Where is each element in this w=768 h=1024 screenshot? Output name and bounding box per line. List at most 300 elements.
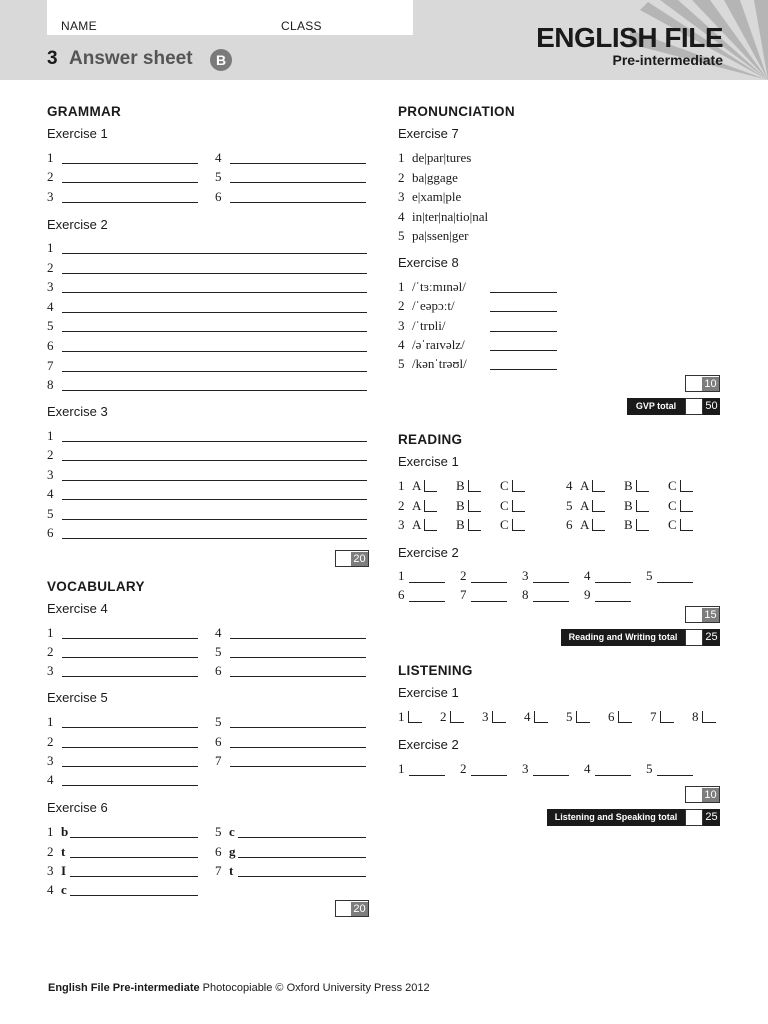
item-number: 2 <box>460 568 467 583</box>
answer-line[interactable] <box>62 253 367 254</box>
answer-row <box>47 712 61 731</box>
item-number: 1 <box>398 478 405 493</box>
listening-heading: LISTENING <box>398 663 473 678</box>
answer-row <box>215 751 229 770</box>
item-number: 3 <box>398 189 405 204</box>
item-number: 1 <box>47 428 54 443</box>
answer-row <box>215 642 229 661</box>
name-class-box[interactable] <box>47 0 413 35</box>
checkbox[interactable] <box>636 500 649 512</box>
answer-line[interactable] <box>62 676 198 677</box>
reading-writing-total-value: 25 <box>703 629 720 646</box>
checkbox[interactable] <box>512 500 525 512</box>
answer-row <box>215 822 235 841</box>
phonetic-transcription: /əˈraɪvəlz/ <box>412 336 465 352</box>
item-number: 3 <box>47 753 54 768</box>
answer-line[interactable] <box>471 570 507 583</box>
item-number: 1 <box>398 150 405 165</box>
answer-line[interactable] <box>62 202 198 203</box>
item-number: 6 <box>608 709 615 724</box>
checkbox[interactable] <box>680 480 693 492</box>
answer-option <box>500 515 530 534</box>
checkbox[interactable] <box>450 711 464 723</box>
answer-line[interactable] <box>62 390 367 391</box>
answer-line[interactable] <box>62 480 367 481</box>
reading-writing-total-input[interactable] <box>685 629 703 646</box>
answer-row <box>47 504 61 523</box>
checkbox[interactable] <box>424 519 437 531</box>
pronunciation-word-row <box>398 226 468 245</box>
grammar-heading: GRAMMAR <box>47 104 122 119</box>
answer-line[interactable] <box>533 570 569 583</box>
short-answer-item <box>584 585 631 604</box>
answer-line[interactable] <box>657 763 693 776</box>
gvp-total-input[interactable] <box>685 398 703 415</box>
answer-line[interactable] <box>70 895 198 896</box>
phonetic-transcription: /ˈeəpɔːt/ <box>412 298 455 314</box>
answer-line[interactable] <box>238 876 366 877</box>
item-letter-hint: t <box>229 863 234 878</box>
answer-row <box>47 297 61 316</box>
listening-speaking-total-label: Listening and Speaking total <box>547 809 685 826</box>
checkbox[interactable] <box>492 711 506 723</box>
item-number: 2 <box>47 844 54 859</box>
answer-row <box>47 861 66 880</box>
pronunciation-score-value: 10 <box>702 377 719 391</box>
class-label: CLASS <box>281 19 322 33</box>
item-number: 2 <box>460 761 467 776</box>
option-letter: C <box>668 498 677 513</box>
answer-line[interactable] <box>409 589 445 602</box>
item-number: 5 <box>646 761 653 776</box>
item-letter-hint: t <box>61 844 66 859</box>
answer-line[interactable] <box>490 369 557 370</box>
listening-exercise-1-label: Exercise 1 <box>398 685 459 700</box>
footer-brand: English File Pre-intermediate <box>48 982 200 994</box>
item-number: 8 <box>522 587 529 602</box>
pronunciation-score-box[interactable] <box>685 375 720 392</box>
item-number: 2 <box>47 734 54 749</box>
answer-line[interactable] <box>490 331 557 332</box>
item-number: 1 <box>47 240 54 255</box>
item-number: 3 <box>47 863 54 878</box>
answer-row <box>47 623 61 642</box>
listening-speaking-total-value: 25 <box>703 809 720 826</box>
reading-question-row <box>398 515 530 534</box>
answer-row <box>47 445 61 464</box>
checkbox[interactable] <box>592 500 605 512</box>
item-number: 5 <box>215 714 222 729</box>
answer-line[interactable] <box>62 538 367 539</box>
answer-line[interactable] <box>62 163 198 164</box>
listening-item <box>524 707 548 726</box>
option-letter: C <box>668 478 677 493</box>
answer-line[interactable] <box>62 371 367 372</box>
item-number: 5 <box>398 228 405 243</box>
item-number: 1 <box>398 709 405 724</box>
answer-row <box>215 842 236 861</box>
short-answer-item <box>522 585 569 604</box>
listening-score-value: 10 <box>702 788 719 802</box>
answer-option <box>500 476 530 495</box>
answer-row <box>47 167 61 186</box>
answer-line[interactable] <box>230 182 366 183</box>
answer-option <box>412 496 456 515</box>
item-number: 2 <box>47 259 54 275</box>
item-letter-hint: g <box>229 844 236 859</box>
item-number: 6 <box>215 663 222 678</box>
item-number: 2 <box>398 298 405 314</box>
answer-line[interactable] <box>533 763 569 776</box>
vocabulary-score-box[interactable] <box>335 900 369 917</box>
listening-speaking-total-input[interactable] <box>685 809 703 826</box>
item-number: 7 <box>460 587 467 602</box>
answer-line[interactable] <box>595 570 631 583</box>
reading-score-box[interactable] <box>685 606 720 623</box>
item-number: 2 <box>47 447 54 463</box>
answer-row <box>47 642 61 661</box>
answer-line[interactable] <box>70 857 198 858</box>
syllable-word[interactable]: e|xam|ple <box>412 189 462 204</box>
item-number: 5 <box>215 644 222 659</box>
checkbox[interactable] <box>592 519 605 531</box>
checkbox[interactable] <box>660 711 674 723</box>
grammar-score-value: 20 <box>351 552 368 566</box>
brand-title: ENGLISH FILE <box>536 22 723 53</box>
answer-line[interactable] <box>490 292 557 293</box>
vocabulary-heading: VOCABULARY <box>47 579 145 594</box>
short-answer-item <box>646 759 693 778</box>
answer-line[interactable] <box>230 747 366 748</box>
item-number: 5 <box>566 498 573 513</box>
answer-line[interactable] <box>62 273 367 274</box>
pronunciation-exercise-7-label: Exercise 7 <box>398 126 459 141</box>
syllable-word[interactable]: de|par|tures <box>412 150 472 165</box>
answer-line[interactable] <box>230 727 366 728</box>
short-answer-item <box>460 759 507 778</box>
unit-number: 3 <box>47 48 58 69</box>
answer-line[interactable] <box>490 311 557 312</box>
grammar-exercise-2-label: Exercise 2 <box>47 217 108 232</box>
item-number: 4 <box>524 709 531 724</box>
item-number: 3 <box>398 317 405 333</box>
item-number: 3 <box>522 568 529 583</box>
pronunciation-exercise-8-label: Exercise 8 <box>398 255 459 270</box>
phonetic-row <box>398 316 446 335</box>
checkbox[interactable] <box>468 519 481 531</box>
option-letter: A <box>580 498 590 513</box>
answer-line[interactable] <box>62 292 367 293</box>
answer-row <box>215 661 229 680</box>
listening-score-box[interactable] <box>685 786 720 803</box>
answer-line[interactable] <box>62 785 198 786</box>
answer-option <box>668 476 698 495</box>
answer-line[interactable] <box>62 519 367 520</box>
answer-line[interactable] <box>62 499 367 500</box>
reading-heading: READING <box>398 432 463 447</box>
answer-row <box>47 822 68 841</box>
item-number: 7 <box>47 357 54 373</box>
checkbox[interactable] <box>702 711 716 723</box>
listening-exercise-2-label: Exercise 2 <box>398 737 459 752</box>
answer-line[interactable] <box>471 589 507 602</box>
answer-row <box>47 465 61 484</box>
pronunciation-word-row <box>398 207 488 226</box>
listening-item <box>650 707 674 726</box>
checkbox[interactable] <box>680 500 693 512</box>
answer-line[interactable] <box>657 570 693 583</box>
answer-option <box>412 515 456 534</box>
checkbox[interactable] <box>512 480 525 492</box>
answer-line[interactable] <box>62 331 367 332</box>
reading-score-value: 15 <box>702 608 719 622</box>
phonetic-row <box>398 296 455 315</box>
answer-line[interactable] <box>595 763 631 776</box>
item-number: 3 <box>47 663 54 678</box>
item-number: 4 <box>566 478 573 493</box>
item-number: 4 <box>47 486 54 502</box>
phonetic-row <box>398 335 465 354</box>
phonetic-transcription: /kənˈtrəʊl/ <box>412 356 467 372</box>
item-number: 7 <box>215 863 222 878</box>
answer-line[interactable] <box>62 312 367 313</box>
answer-line[interactable] <box>471 763 507 776</box>
listening-item <box>608 707 632 726</box>
answer-option <box>456 496 500 515</box>
reading-writing-total-bar <box>561 629 720 646</box>
item-number: 8 <box>692 709 699 724</box>
option-letter: B <box>624 498 633 513</box>
short-answer-item <box>460 566 507 585</box>
item-number: 2 <box>398 169 405 185</box>
answer-option <box>456 515 500 534</box>
item-letter-hint: c <box>229 824 235 839</box>
answer-row <box>215 187 229 206</box>
item-number: 4 <box>398 336 405 352</box>
answer-row <box>47 238 61 257</box>
item-number: 4 <box>398 208 405 224</box>
answer-line[interactable] <box>230 657 366 658</box>
reading-question-row <box>566 515 698 534</box>
grammar-score-box[interactable] <box>335 550 369 567</box>
short-answer-item <box>460 585 507 604</box>
item-number: 1 <box>47 150 54 165</box>
answer-line[interactable] <box>409 763 445 776</box>
item-number: 2 <box>47 169 54 184</box>
answer-option <box>456 476 500 495</box>
short-answer-item <box>584 566 631 585</box>
phonetic-transcription: /ˈtrɒli/ <box>412 317 446 333</box>
checkbox[interactable] <box>468 500 481 512</box>
answer-line[interactable] <box>70 876 198 877</box>
pronunciation-word-row <box>398 168 458 187</box>
checkbox[interactable] <box>592 480 605 492</box>
answer-row <box>47 336 61 355</box>
listening-item <box>440 707 464 726</box>
vocabulary-score-value: 20 <box>351 902 368 916</box>
option-letter: A <box>580 478 590 493</box>
item-letter-hint: b <box>61 824 69 839</box>
item-number: 4 <box>215 625 222 640</box>
item-number: 3 <box>47 279 54 295</box>
option-letter: B <box>624 517 633 532</box>
syllable-word[interactable]: ba|ggage <box>412 169 458 185</box>
level-title: Pre-intermediate <box>612 52 723 68</box>
gvp-total-bar <box>627 398 720 415</box>
reading-question-row <box>398 496 530 515</box>
option-letter: A <box>412 478 422 493</box>
checkbox[interactable] <box>680 519 693 531</box>
reading-exercise-1-label: Exercise 1 <box>398 454 459 469</box>
item-number: 6 <box>398 587 405 602</box>
listening-item <box>692 707 716 726</box>
option-letter: A <box>580 517 590 532</box>
answer-line[interactable] <box>230 638 366 639</box>
item-number: 6 <box>215 189 222 204</box>
answer-line[interactable] <box>595 589 631 602</box>
listening-item <box>398 707 422 726</box>
checkbox[interactable] <box>468 480 481 492</box>
item-number: 3 <box>482 709 489 724</box>
phonetic-row <box>398 354 467 373</box>
answer-line[interactable] <box>62 747 198 748</box>
reading-question-row <box>566 496 698 515</box>
answer-line[interactable] <box>62 182 198 183</box>
answer-line[interactable] <box>62 441 367 442</box>
item-number: 1 <box>47 625 54 640</box>
answer-line[interactable] <box>533 589 569 602</box>
item-number: 4 <box>47 298 54 314</box>
option-letter: C <box>668 517 677 532</box>
answer-row <box>47 356 61 375</box>
answer-line[interactable] <box>230 676 366 677</box>
item-number: 5 <box>47 318 54 334</box>
listening-item <box>482 707 506 726</box>
answer-option <box>624 476 668 495</box>
item-number: 5 <box>646 568 653 583</box>
item-number: 3 <box>47 466 54 482</box>
answer-row <box>47 732 61 751</box>
answer-row <box>215 861 233 880</box>
answer-option <box>624 496 668 515</box>
item-number: 1 <box>47 714 54 729</box>
short-answer-item <box>522 759 569 778</box>
item-number: 5 <box>398 356 405 372</box>
checkbox[interactable] <box>618 711 632 723</box>
answer-row <box>47 484 61 503</box>
checkbox[interactable] <box>576 711 590 723</box>
answer-line[interactable] <box>230 163 366 164</box>
answer-option <box>624 515 668 534</box>
checkbox[interactable] <box>636 519 649 531</box>
version-badge: B <box>210 49 232 71</box>
checkbox[interactable] <box>408 711 422 723</box>
item-number: 2 <box>398 498 405 513</box>
answer-option <box>580 515 624 534</box>
answer-row <box>47 751 61 770</box>
reading-question-row <box>566 476 698 495</box>
answer-option <box>500 496 530 515</box>
syllable-word[interactable]: pa|ssen|ger <box>412 228 469 243</box>
answer-line[interactable] <box>62 766 198 767</box>
answer-row <box>47 148 61 167</box>
gvp-total-label: GVP total <box>627 398 685 415</box>
answer-row <box>47 880 67 899</box>
vocabulary-exercise-6-label: Exercise 6 <box>47 800 108 815</box>
checkbox[interactable] <box>512 519 525 531</box>
checkbox[interactable] <box>636 480 649 492</box>
listening-item <box>566 707 590 726</box>
item-number: 9 <box>584 587 591 602</box>
option-letter: C <box>500 517 509 532</box>
answer-row <box>47 187 61 206</box>
item-number: 2 <box>440 709 447 724</box>
answer-row <box>47 661 61 680</box>
answer-row <box>215 623 229 642</box>
answer-option <box>668 515 698 534</box>
answer-row <box>47 277 61 296</box>
answer-row <box>215 712 229 731</box>
short-answer-item <box>522 566 569 585</box>
short-answer-item <box>584 759 631 778</box>
listening-speaking-total-bar <box>547 809 720 826</box>
checkbox[interactable] <box>424 500 437 512</box>
phonetic-row <box>398 277 466 296</box>
answer-line[interactable] <box>62 351 367 352</box>
short-answer-item <box>398 566 445 585</box>
option-letter: B <box>624 478 633 493</box>
answer-option <box>668 496 698 515</box>
answer-line[interactable] <box>70 837 198 838</box>
item-number: 6 <box>215 844 222 859</box>
answer-row <box>215 148 229 167</box>
answer-line[interactable] <box>230 766 366 767</box>
answer-line[interactable] <box>230 202 366 203</box>
item-number: 7 <box>650 709 657 724</box>
answer-line[interactable] <box>409 570 445 583</box>
option-letter: C <box>500 478 509 493</box>
checkbox[interactable] <box>424 480 437 492</box>
answer-row <box>47 770 61 789</box>
answer-line[interactable] <box>238 837 366 838</box>
sheet-title: Answer sheet <box>69 48 193 69</box>
item-number: 5 <box>215 169 222 184</box>
answer-line[interactable] <box>238 857 366 858</box>
answer-line[interactable] <box>62 460 367 461</box>
item-number: 5 <box>47 505 54 521</box>
item-number: 1 <box>398 568 405 583</box>
item-number: 7 <box>215 753 222 768</box>
option-letter: B <box>456 517 465 532</box>
pronunciation-heading: PRONUNCIATION <box>398 104 515 119</box>
item-number: 4 <box>47 772 54 787</box>
option-letter: B <box>456 498 465 513</box>
answer-line[interactable] <box>62 638 198 639</box>
item-number: 5 <box>215 824 222 839</box>
syllable-word[interactable]: in|ter|na|tio|nal <box>412 208 489 224</box>
option-letter: B <box>456 478 465 493</box>
item-number: 6 <box>47 525 54 540</box>
answer-row <box>215 732 229 751</box>
answer-line[interactable] <box>62 727 198 728</box>
item-number: 4 <box>584 761 591 776</box>
checkbox[interactable] <box>534 711 548 723</box>
answer-line[interactable] <box>490 350 557 351</box>
footer-copyright: Photocopiable © Oxford University Press 2012 <box>199 982 430 994</box>
answer-line[interactable] <box>62 657 198 658</box>
item-number: 4 <box>584 568 591 583</box>
answer-row <box>47 258 61 277</box>
